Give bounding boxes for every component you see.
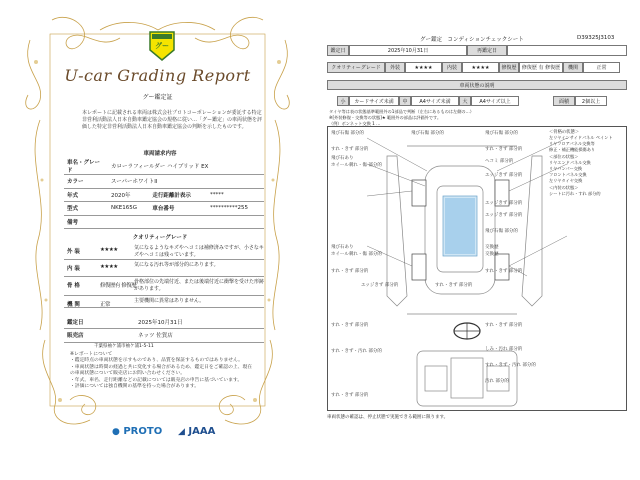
note-line: ・年式、車名、走行距離などの記載については販売店の申告に基づいています。 — [70, 377, 243, 383]
legend-title: ＜骨格の状態＞ — [549, 130, 580, 135]
legend-item: ＜内装の状態＞ — [549, 184, 579, 190]
reissue-value — [507, 45, 627, 56]
diagram-annotation: すれ・きず 部分的 — [485, 269, 523, 274]
table-row — [64, 329, 264, 343]
vehicle-field-value — [108, 215, 264, 229]
vehicle-field-label: カラー — [64, 175, 108, 189]
table-row — [64, 315, 264, 329]
reissue-label: 再鑑定日 — [467, 45, 507, 56]
diagram-annotation: すれ・きず 部分的 — [331, 147, 369, 152]
legend-item: ＜部位の状態＞ — [549, 153, 579, 159]
diagram-annotation: ヘコミ 部分的 — [485, 159, 514, 164]
document-id: D39325J3103 — [577, 35, 615, 41]
note-line: ※レポートについて — [70, 352, 113, 357]
diagram-annotation: すれ・きず 部分的 — [331, 269, 369, 274]
quality-row-label: 骨 格 — [67, 283, 80, 289]
legend-item: 修正・補正機能損傷あり — [549, 147, 596, 153]
notice-line-3: （例）ボンネット交換 1 … — [329, 121, 381, 126]
table-row — [64, 175, 264, 189]
vehicle-field-value-2: ***** — [207, 188, 264, 202]
quality-row-grade: ★★★★ — [100, 264, 118, 270]
date-value: 2025年10月31日 — [349, 45, 467, 56]
vehicle-info-table — [64, 158, 264, 229]
jaaa-brand-logo — [178, 426, 215, 437]
diagram-annotation: エッジきず 部分的 — [361, 283, 399, 288]
jaaa-brand-text: JAAA — [188, 426, 216, 437]
shop-address: 千葉県袖ケ浦市袖ケ浦1-5-11 — [94, 344, 154, 349]
diagram-annotation: 飛び石あり — [331, 156, 354, 161]
table-row — [64, 202, 264, 216]
notice-line-1: タイヤ等は表の状態基準範囲外の1部品で判断（左右にあるものは左側の…） — [329, 109, 474, 114]
diagram-annotation: 飛び石あり — [331, 245, 354, 250]
diagram-annotation: ホイール刺れ・傷 部分的 — [331, 163, 382, 168]
vehicle-field-value: 2020年 — [108, 188, 149, 202]
diagram-annotation: すれ・きず 部分的 — [485, 147, 523, 152]
table-row — [64, 215, 264, 229]
condition-title: 車両状態の説明 — [327, 80, 627, 90]
grade-cell-value: 正常 — [583, 62, 620, 73]
legend-item: 左リヤインサイドパネル ペイント — [549, 135, 613, 140]
vehicle-section-heading: 車両請求内容 — [143, 151, 177, 157]
diagram-annotation: エッジきず 部分的 — [485, 201, 523, 206]
proto-brand-text: PROTO — [123, 426, 163, 437]
note-line: ・車両状態は時間の経過と共に変化する場合があるため、鑑定日をご確認の上、現在の車両状態について販売店にお問い合わせください。 — [70, 364, 253, 377]
condition-check-sheet — [315, 0, 640, 480]
legend-item: 左リヤタイヤ交換 — [549, 178, 583, 184]
quality-row-label: 機 関 — [67, 302, 80, 308]
quality-row-description: 主要機関に異常はありません。 — [134, 298, 205, 304]
grade-cell-value: ★★★★ — [405, 62, 442, 73]
quality-row-description: 気になるようなキズやヘコミは補修済みですが、小さなキズやヘコミは残っています。 — [134, 245, 264, 258]
quality-row — [64, 277, 264, 296]
appraisal-date-label: 鑑定日 — [64, 315, 108, 329]
quality-row — [64, 260, 264, 277]
diagram-annotation: すれ・きず・汚れ 部分的 — [485, 363, 536, 368]
diagram-annotation: エッジきず 部分的 — [485, 213, 523, 218]
report-intro: 本レポートに記載される車両は株式会社プロトコーポレーションが委託する特定非営利活動法人日本自動車鑑定協会の規格に従い…「グー鑑定」の車両状態を評価した特定非営利活動法人日本自動車鑑定協会の判断を示したものです。 — [82, 110, 263, 130]
diagram-annotation: ホイール刺れ・傷 部分的 — [331, 252, 382, 257]
diagram-annotation: すれ・きず・汚れ 部分的 — [331, 349, 382, 354]
size-cell: A4サイズ以上 — [471, 96, 519, 106]
quality-row-label: 外 装 — [67, 249, 80, 255]
size-cell: 大 — [459, 96, 471, 106]
size-cell: カードサイズ未満 — [349, 96, 399, 106]
area-label: 面積 — [553, 96, 575, 106]
legend-item: シートに汚れ・すれ 部分的 — [549, 190, 601, 196]
diagram-annotation: すれ・きず 部分的 — [485, 323, 523, 328]
shop-name: ネッツ 佐賀店 — [108, 329, 264, 343]
vehicle-field-label: 年式 — [64, 188, 108, 202]
grade-cell-value: 修復歴 有 修復歴 — [519, 62, 563, 73]
vehicle-field-label-2: 走行距離計表示 — [149, 188, 207, 202]
bottom-note: 車両状態の確認は、停止状態で実施できる範囲に限ります。 — [327, 415, 449, 420]
vehicle-field-label: 備考 — [64, 215, 108, 229]
vehicle-field-value-2: **********255 — [207, 202, 264, 216]
goo-appraisal-logo — [148, 30, 176, 62]
diagram-annotation: 交換歴 — [485, 252, 499, 257]
legend-item: リヤエンドパネル交換 — [549, 159, 591, 165]
grade-cell-label: 内装 — [442, 62, 462, 73]
diagram-annotation: 飛び石傷 部分的 — [411, 131, 444, 136]
quality-section-heading: クオリティーグレード — [132, 235, 188, 241]
appraisal-date: 2025年10月31日 — [108, 315, 264, 329]
diagram-annotation: 飛び石傷 部分的 — [331, 131, 364, 136]
proto-brand-logo — [112, 426, 162, 437]
diagram-annotation: 飛び石傷 部分的 — [485, 229, 518, 234]
vehicle-field-value: NKE165G — [108, 202, 149, 216]
note-line: ・鑑定時点の車両状態を示すものであり、品質を保証するものではありません。 — [70, 358, 243, 364]
report-title: U-car Grading Report — [64, 66, 251, 85]
legend-item: リヤバンパー交換 — [549, 166, 583, 171]
table-row — [64, 158, 264, 175]
quality-row-grade: ★★★★ — [100, 247, 118, 253]
diagram-annotation: 飛び石傷 部分的 — [485, 131, 518, 136]
size-cell: 小 — [337, 96, 349, 106]
grading-certificate — [0, 0, 315, 480]
quality-row — [64, 296, 264, 308]
diagram-annotation: すれ・きず 部分的 — [435, 283, 473, 288]
quality-row-description: 骨格部位の先端付近、または後端付近に衝撃を受けた形跡があります。 — [134, 279, 265, 292]
quality-row-grade: 修復歴有 修復歴 — [100, 283, 137, 289]
legend-box — [545, 127, 627, 207]
grade-cell-label: 修復歴 — [499, 62, 519, 73]
shop-label: 販売店 — [64, 329, 108, 343]
quality-row-description: 気になる汚れ等が部分的にあります。 — [134, 262, 219, 268]
vehicle-field-label: 車名・グレード — [64, 158, 108, 175]
report-subtitle: グー鑑定証 — [142, 94, 173, 101]
jaaa-brand-mark: ◢ — [178, 427, 185, 437]
vehicle-field-value: カローラフィールダー ハイブリッド EX — [108, 158, 264, 175]
legend-item: フロントパネル交換 — [549, 172, 587, 178]
vehicle-field-value: スーパーホワイトII — [108, 175, 264, 189]
quality-label: クオリティーグレード — [327, 62, 385, 73]
grade-cell-value: ★★★★ — [462, 62, 499, 73]
proto-brand-mark: ● — [112, 427, 120, 437]
legend-item: リヤフロアパネル交換等 — [549, 141, 595, 147]
diagram-annotation: しみ・汚れ 部分的 — [485, 347, 523, 352]
diagram-annotation: エッジきず 部分的 — [485, 173, 523, 178]
sheet-header: グー鑑定 コンディションチェックシート — [420, 37, 524, 43]
diagram-annotation: 交換歴 — [485, 245, 499, 250]
size-cell: 中 — [399, 96, 411, 106]
quality-row — [64, 243, 264, 260]
note-line: ・評価については独自機関の基準を持った場合があります。 — [70, 384, 200, 390]
grade-cell-label: 機関 — [563, 62, 583, 73]
table-row — [64, 188, 264, 202]
diagram-annotation: すれ・きず 部分的 — [331, 393, 369, 398]
notice-line-2: ※[外装修復・交換等の状態]★ 範囲外の部品は評価外です。 — [329, 115, 442, 120]
quality-row-grade: 正常 — [100, 302, 111, 308]
area-value: 2個以上 — [575, 96, 607, 106]
diagram-annotation: すれ・きず 部分的 — [331, 323, 369, 328]
date-label: 鑑定日 — [327, 45, 349, 56]
diagram-annotation: 汚れ 部分的 — [485, 379, 509, 384]
report-notes — [70, 352, 255, 390]
quality-row-label: 内 装 — [67, 266, 80, 272]
vehicle-field-label-2: 車台番号 — [149, 202, 207, 216]
vehicle-field-label: 型式 — [64, 202, 108, 216]
appraisal-info-table — [64, 315, 264, 343]
svg-text:グー: グー — [155, 42, 169, 50]
grade-cell-label: 外装 — [385, 62, 405, 73]
size-cell: A4サイズ未満 — [411, 96, 459, 106]
